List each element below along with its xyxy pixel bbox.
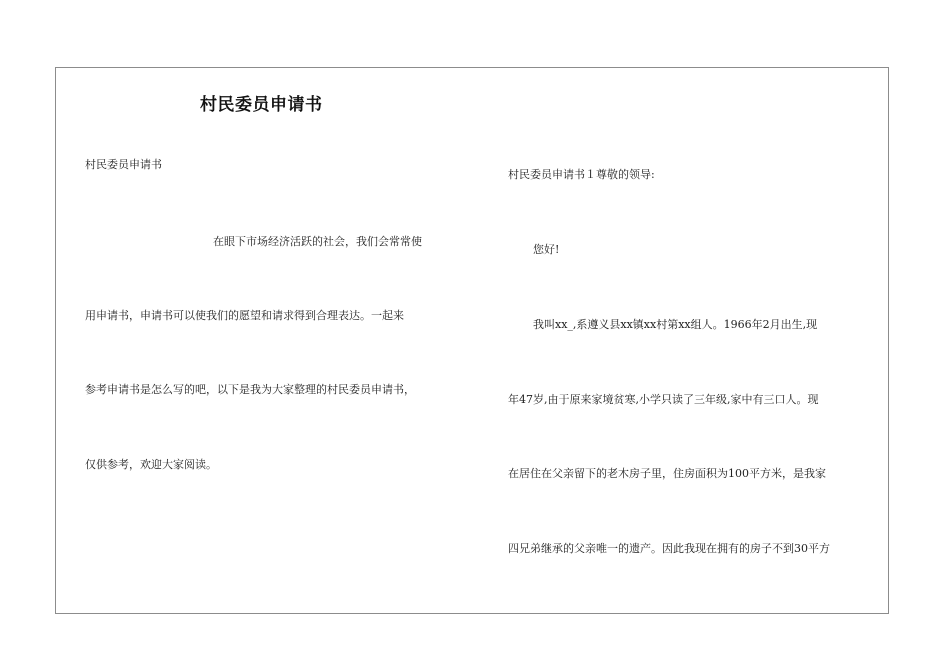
paragraph-line: 在眼下市场经济活跃的社会，我们会常常使 xyxy=(213,235,422,248)
paragraph-line: 在居住在父亲留下的老木房子里，住房面积为100平方米，是我家 xyxy=(508,467,826,480)
paragraph-line: 仅供参考，欢迎大家阅读。 xyxy=(85,458,217,471)
paragraph-line: 年47岁,由于原来家境贫寒,小学只读了三年级,家中有三口人。现 xyxy=(508,393,819,406)
paragraph-line: 用申请书，申请书可以使我们的愿望和请求得到合理表达。一起来 xyxy=(85,309,404,322)
greeting: 您好! xyxy=(533,243,560,256)
salutation: 村民委员申请书１尊敬的领导: xyxy=(508,168,655,181)
paragraph-line: 参考申请书是怎么写的吧，以下是我为大家整理的村民委员申请书， xyxy=(85,383,415,396)
document-title: 村民委员申请书 xyxy=(200,95,323,115)
paragraph-line: 我叫xx_,系遵义县xx镇xx村第xx组人。1966年2月出生,现 xyxy=(533,318,818,331)
left-subtitle: 村民委员申请书 xyxy=(85,158,162,171)
paragraph-line: 四兄弟继承的父亲唯一的遗产。因此我现在拥有的房子不到30平方 xyxy=(508,542,830,555)
page-frame xyxy=(55,67,889,614)
